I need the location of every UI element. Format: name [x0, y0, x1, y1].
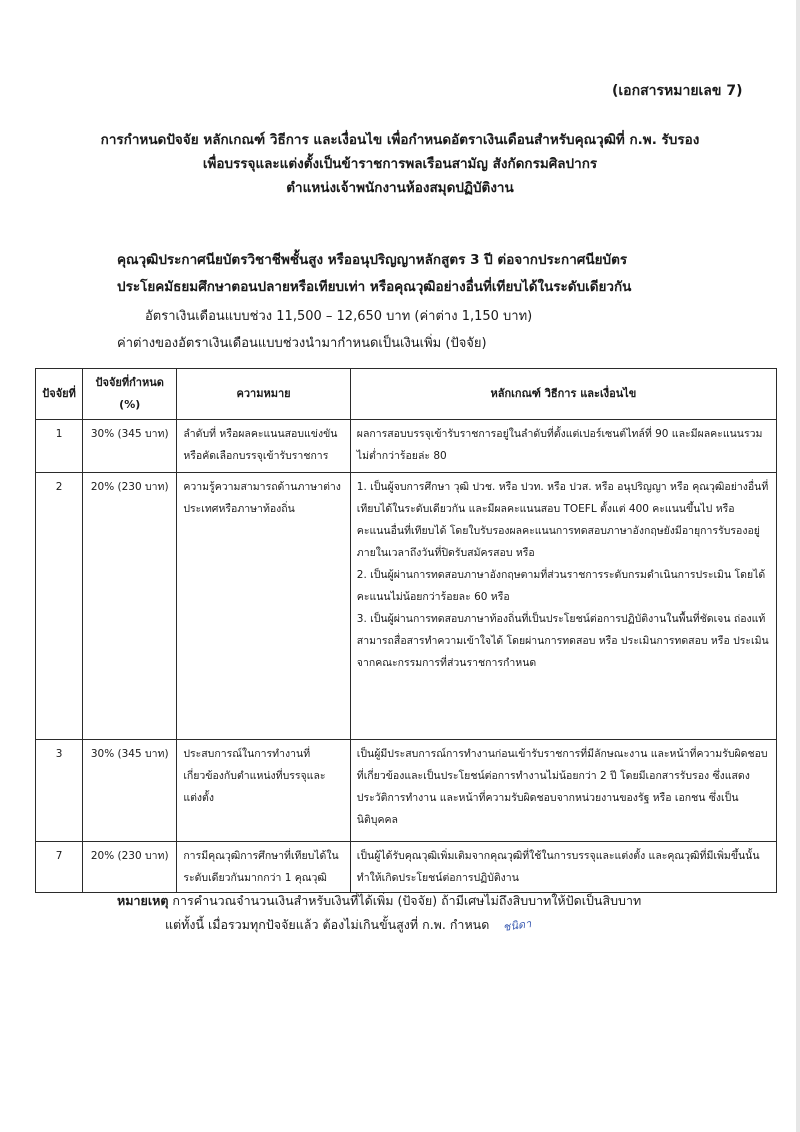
factor-criteria	[350, 842, 776, 893]
factor-no: 2	[36, 473, 83, 740]
factor-criteria	[350, 473, 776, 740]
document-title	[0, 128, 800, 200]
qualification-line-2: ประโยคมัธยมศึกษาตอนปลายหรือเทียบเท่า หรือคุณวุฒิอย่างอื่นที่เทียบได้ในระดับเดียวกัน	[117, 279, 632, 295]
title-line-1: การกำหนดปัจจัย หลักเกณฑ์ วิธีการ และเงื่อนไข เพื่อกำหนดอัตราเงินเดือนสำหรับคุณวุฒิที่ ก.พ. รับรอง	[100, 132, 700, 148]
qualification-line-1: คุณวุฒิประกาศนียบัตรวิชาชีพชั้นสูง หรืออนุปริญญาหลักสูตร 3 ปี ต่อจากประกาศนียบัตร	[117, 252, 628, 268]
table-row	[36, 740, 777, 842]
table-row	[36, 473, 777, 740]
footnote-line-2: แต่ทั้งนี้ เมื่อรวมทุกปัจจัยแล้ว ต้องไม่เกินขั้นสูงที่ ก.พ. กำหนด	[165, 917, 490, 932]
criteria-item: 1. เป็นผู้จบการศึกษา วุฒิ ปวช. หรือ ปวท. หรือ ปวส. หรือ อนุปริญญา หรือ คุณวุฒิอย่างอื่นที่เทียบได้ในระดับเดียวกัน และมีผลคะแนนสอบ TOEFL ตั้งแต่ 400 คะแนนขึ้นไป หรือ คะแนนอื่นที่เทียบได้ โดยใบรับรองผลคะแนนการทดสอบภาษาอังกฤษยังมีอายุการรับรองอยู่ภายในเวลาถึงวันที่ปิดรับสมัครสอบ หรือ	[356, 481, 769, 559]
footnote-line-2-wrap	[117, 913, 737, 938]
criteria-item: 3. เป็นผู้ผ่านการทดสอบภาษาท้องถิ่นที่เป็นประโยชน์ต่อการปฏิบัติงานในพื้นที่ชัดเจน ถ่องแท้ สามารถสื่อสารทำความเข้าใจได้ โดยผ่านการทดสอบ หรือ ประเมินการทดสอบ หรือ ประเมินจากคณะกรรมการที่ส่วนราชการกำหนด	[356, 613, 769, 669]
criteria-item: เป็นผู้ได้รับคุณวุฒิเพิ่มเติมจากคุณวุฒิที่ใช้ในการบรรจุและแต่งตั้ง และคุณวุฒิที่มีเพิ่มขึ้นนั้น ทำให้เกิดประโยชน์ต่อการปฏิบัติงาน	[356, 850, 760, 884]
footnote-line-1: การคำนวณจำนวนเงินสำหรับเงินที่ได้เพิ่ม (ปัจจัย) ถ้ามีเศษไม่ถึงสิบบาทให้ปัดเป็นสิบบาท	[168, 893, 642, 908]
table-header-row	[36, 369, 777, 420]
factor-percent: 20% (230 บาท)	[83, 473, 177, 740]
table-row	[36, 420, 777, 473]
factor-no: 1	[36, 420, 83, 473]
factor-meaning: ลำดับที่ หรือผลคะแนนสอบแข่งขัน หรือคัดเลือกบรรจุเข้ารับราชการ	[177, 420, 350, 473]
factors-table	[35, 368, 777, 893]
difference-note: ค่าต่างของอัตราเงินเดือนแบบช่วงนำมากำหนดเป็นเงินเพิ่ม (ปัจจัย)	[117, 336, 487, 351]
criteria-item: ผลการสอบบรรจุเข้ารับราชการอยู่ในลำดับที่ตั้งแต่เปอร์เซนต์ไทล์ที่ 90 และมีผลคะแนนรวมไม่ต่ำกว่าร้อยล่ะ 80	[356, 428, 763, 462]
salary-range: อัตราเงินเดือนแบบช่วง 11,500 – 12,650 บาท (ค่าต่าง 1,150 บาท)	[145, 309, 533, 324]
factor-percent: 30% (345 บาท)	[83, 420, 177, 473]
qualification-heading	[117, 247, 737, 301]
criteria-item: เป็นผู้มีประสบการณ์การทำงานก่อนเข้ารับราชการที่มีลักษณะงาน และหน้าที่ความรับผิดชอบที่เกี่ยวข้องและเป็นประโยชน์ต่อการทำงานไม่น้อยกว่า 2 ปี โดยมีเอกสารรับรอง ซึ่งแสดงประวัติการทำงาน และหน้าที่ความรับผิดชอบจากหน่วยงานของรัฐ หรือ เอกชน ซึ่งเป็นนิติบุคคล	[356, 748, 768, 826]
criteria-item: 2. เป็นผู้ผ่านการทดสอบภาษาอังกฤษตามที่ส่วนราชการระดับกรมดำเนินการประเมิน โดยได้คะแนนไม่น้อยกว่าร้อยละ 60 หรือ	[356, 569, 766, 603]
factor-percent: 30% (345 บาท)	[83, 740, 177, 842]
handwritten-initials: ชนิดา	[502, 917, 533, 934]
factor-criteria	[350, 740, 776, 842]
factor-no: 7	[36, 842, 83, 893]
header-criteria: หลักเกณฑ์ วิธีการ และเงื่อนไข	[350, 369, 776, 420]
footnote-label: หมายเหตุ	[117, 893, 169, 908]
table-row	[36, 842, 777, 893]
title-line-2: เพื่อบรรจุและแต่งตั้งเป็นข้าราชการพลเรือนสามัญ สังกัดกรมศิลปากร	[202, 156, 598, 172]
factor-criteria	[350, 420, 776, 473]
factor-meaning: การมีคุณวุฒิการศึกษาที่เทียบได้ในระดับเดียวกันมากกว่า 1 คุณวุฒิ	[177, 842, 350, 893]
factor-meaning: ประสบการณ์ในการทำงานที่เกี่ยวข้องกับตำแหน่งที่บรรจุและแต่งตั้ง	[177, 740, 350, 842]
title-line-3: ตำแหน่งเจ้าพนักงานห้องสมุดปฏิบัติงาน	[286, 180, 514, 196]
header-percent: ปัจจัยที่กำหนด (%)	[83, 369, 177, 420]
footnote	[117, 889, 737, 938]
header-meaning: ความหมาย	[177, 369, 350, 420]
header-factor-no: ปัจจัยที่	[36, 369, 83, 420]
factor-percent: 20% (230 บาท)	[83, 842, 177, 893]
document-number: (เอกสารหมายเลข 7)	[612, 83, 743, 99]
factor-no: 3	[36, 740, 83, 842]
factor-meaning: ความรู้ความสามารถด้านภาษาต่างประเทศหรือภาษาท้องถิ่น	[177, 473, 350, 740]
